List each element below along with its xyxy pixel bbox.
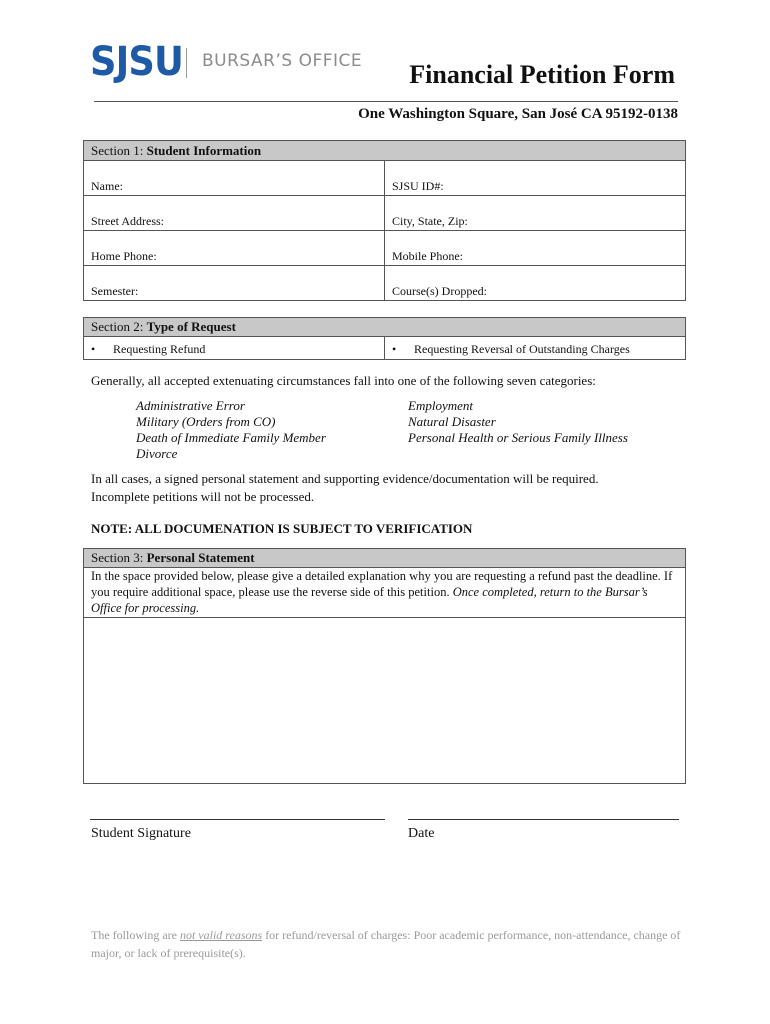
table-row <box>84 196 685 231</box>
instructions-text: In the space provided below, please give a detailed explanation why you are requesting a refund past the deadline. If you require additional space, please use the reverse side of this petition. <box>91 569 673 599</box>
student-signature-line[interactable] <box>90 819 385 820</box>
list-item: Military (Orders from CO) <box>136 414 276 429</box>
requirements-line-1: In all cases, a signed personal statement and supporting evidence/documentation will be required. <box>91 471 599 486</box>
section-1-header <box>84 141 685 161</box>
bursars-office-logo-text: BURSAR’S OFFICE <box>202 51 363 71</box>
table-row <box>84 337 685 359</box>
request-reversal-option[interactable] <box>384 337 685 359</box>
form-title: Financial Petition Form <box>409 60 675 89</box>
section-2-prefix: Section 2: <box>91 319 147 334</box>
section-3-title: Personal Statement <box>146 550 255 565</box>
section-3-prefix: Section 3: <box>91 550 147 565</box>
date-line[interactable] <box>408 819 679 820</box>
table-row <box>84 231 685 266</box>
list-item: Administrative Error <box>136 398 245 413</box>
list-item: Death of Immediate Family Member <box>136 430 326 445</box>
list-item: Personal Health or Serious Family Illness <box>408 430 628 445</box>
table-row <box>84 161 685 196</box>
personal-statement-instructions <box>84 568 685 618</box>
semester-field[interactable]: Semester: <box>91 284 139 298</box>
list-item: Natural Disaster <box>408 414 496 429</box>
mobile-phone-field[interactable]: Mobile Phone: <box>384 231 685 265</box>
categories-left-list <box>136 398 326 462</box>
footnote-text-before: The following are <box>91 928 180 942</box>
student-signature-label: Student Signature <box>91 826 191 841</box>
sjsu-id-field[interactable]: SJSU ID#: <box>384 161 685 195</box>
section-1-prefix: Section 1: <box>91 143 147 158</box>
footnote-text-after: for refund/reversal of charges: Poor academic performance, non-attendance, change of major, or lack of prerequisite(s). <box>91 928 681 960</box>
city-state-zip-field[interactable]: City, State, Zip: <box>384 196 685 230</box>
type-of-request-table <box>83 317 686 360</box>
list-item: Employment <box>408 398 473 413</box>
logo-divider <box>186 48 187 78</box>
name-field[interactable]: Name: <box>91 179 123 193</box>
home-phone-field[interactable]: Home Phone: <box>91 249 157 263</box>
request-refund-option[interactable] <box>84 337 384 359</box>
date-label: Date <box>408 826 435 841</box>
invalid-reasons-footnote <box>91 926 681 962</box>
street-address-field[interactable]: Street Address: <box>91 214 164 228</box>
sjsu-logo: SJSU <box>90 39 183 85</box>
request-refund-label: Requesting Refund <box>113 342 206 356</box>
request-reversal-label: Requesting Reversal of Outstanding Charges <box>414 342 630 356</box>
section-2-header <box>84 318 685 337</box>
personal-statement-table <box>83 548 686 784</box>
bullet-icon: • <box>91 342 96 356</box>
title-rule <box>94 101 678 102</box>
office-address: One Washington Square, San José CA 95192-0138 <box>358 106 678 122</box>
student-information-table <box>83 140 686 301</box>
section-1-title: Student Information <box>146 143 262 158</box>
table-row <box>84 266 685 300</box>
requirements-text <box>91 470 599 506</box>
categories-intro: Generally, all accepted extenuating circumstances fall into one of the following seven categories: <box>91 373 596 388</box>
section-3-header <box>84 549 685 568</box>
requirements-line-2: Incomplete petitions will not be processed. <box>91 489 315 504</box>
verification-note: NOTE: ALL DOCUMENATION IS SUBJECT TO VERIFICATION <box>91 521 473 536</box>
bullet-icon: • <box>392 342 397 356</box>
list-item: Divorce <box>136 446 178 461</box>
section-2-title: Type of Request <box>146 319 236 334</box>
personal-statement-area[interactable] <box>84 618 685 783</box>
instructions-italic-text: Once completed, return to the Bursar’s Office for processing. <box>91 585 648 615</box>
courses-dropped-field[interactable]: Course(s) Dropped: <box>384 266 685 300</box>
footnote-emphasis: not valid reasons <box>179 928 263 942</box>
categories-right-list <box>408 398 628 446</box>
